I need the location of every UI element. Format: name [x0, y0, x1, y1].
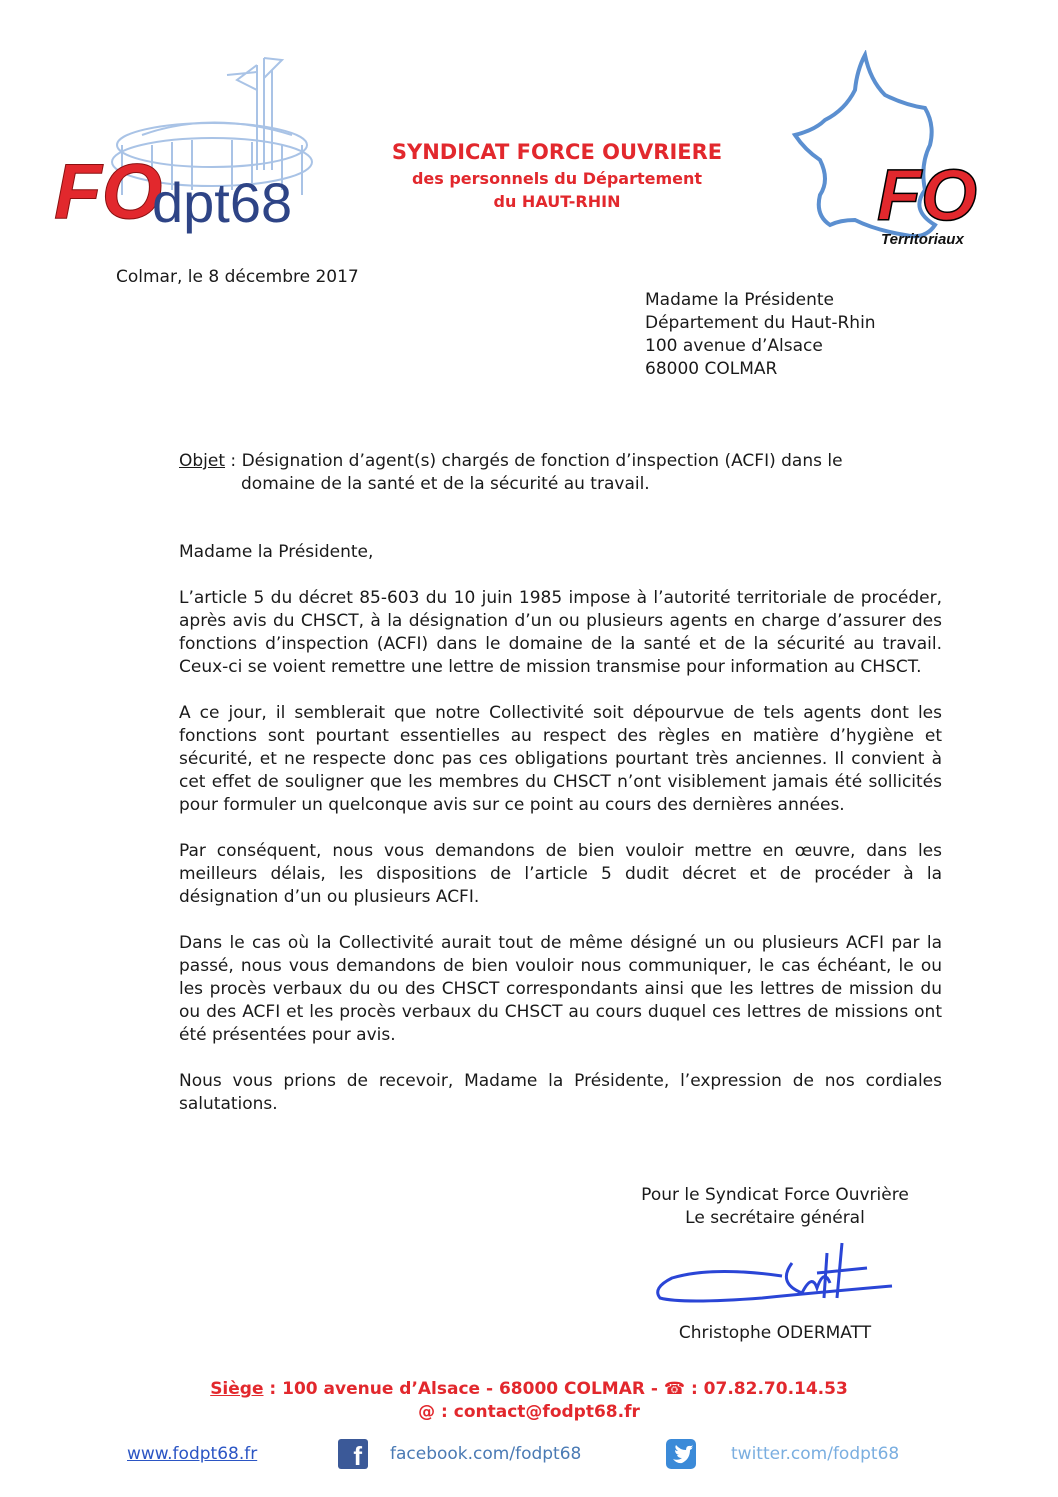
twitter-icon[interactable] — [666, 1439, 696, 1469]
logo-right-fo-text: FO — [877, 156, 977, 236]
union-title: SYNDICAT FORCE OUVRIERE — [391, 140, 723, 164]
subject-line1: Désignation d’agent(s) chargés de fonction d’inspection (ACFI) dans le — [241, 451, 843, 471]
recipient-line: Département du Haut-Rhin — [645, 313, 876, 333]
footer-phone: : 07.82.70.14.53 — [685, 1379, 848, 1399]
logo-territoriaux-text: Territoriaux — [881, 231, 964, 248]
footer-siege-label: Siège — [210, 1379, 264, 1399]
footer-email[interactable]: contact@fodpt68.fr — [453, 1402, 640, 1422]
facebook-link[interactable]: facebook.com/fodpt68 — [390, 1444, 582, 1464]
footer-links — [0, 1437, 1058, 1473]
logo-dpt68-text: dpt68 — [152, 171, 293, 234]
subject-line2: domaine de la santé et de la sécurité au travail. — [241, 474, 650, 494]
subject-label: Objet — [179, 451, 226, 471]
recipient-address — [645, 289, 876, 381]
letter-date: Colmar, le 8 décembre 2017 — [116, 267, 359, 287]
body-paragraph-4: Dans le cas où la Collectivité aurait tout de même désigné un ou plusieurs ACFI par la passé, nous vous demandons de bien vouloir nous communiquer, le cas échéant, le ou les procès verbaux du ou des CHSCT correspondants ainsi que les lettres de mission du ou des ACFI et les procès verbaux du CHSCT au cours duquel ces lettres de missions ont été présentées pour avis. — [179, 933, 942, 1045]
recipient-line: 100 avenue d’Alsace — [645, 336, 823, 356]
signature-line1: Pour le Syndicat Force Ouvrière — [641, 1185, 909, 1205]
phone-icon: ☎ — [663, 1379, 686, 1399]
footer-email-prefix: @ : — [418, 1402, 454, 1422]
salutation: Madame la Présidente, — [179, 542, 374, 562]
letter-body — [179, 541, 942, 1139]
handwritten-signature — [652, 1238, 902, 1310]
logo-fo-text: FO — [54, 147, 163, 235]
fo-territoriaux-logo — [785, 50, 985, 265]
letter-subject — [179, 450, 899, 496]
body-paragraph-5: Nous vous prions de recevoir, Madame la Présidente, l’expression de nos cordiales salutations. — [179, 1071, 942, 1114]
footer-contact — [100, 1378, 958, 1424]
recipient-line: 68000 COLMAR — [645, 359, 778, 379]
fodpt68-logo — [52, 50, 322, 240]
union-subtitle-line1: des personnels du Département — [411, 169, 703, 188]
signer-name: Christophe ODERMATT — [678, 1323, 872, 1343]
footer-address: : 100 avenue d’Alsace - 68000 COLMAR - — [263, 1379, 664, 1399]
website-link[interactable]: www.fodpt68.fr — [127, 1444, 258, 1464]
signature-block — [600, 1184, 950, 1230]
facebook-icon[interactable]: f — [338, 1439, 368, 1469]
twitter-link[interactable]: twitter.com/fodpt68 — [731, 1444, 900, 1464]
subject-separator: : — [225, 451, 242, 471]
body-paragraph-3: Par conséquent, nous vous demandons de bien vouloir mettre en œuvre, dans les meilleurs délais, les dispositions de l’article 5 dudit décret et de procéder à la désignation d’un ou plusieurs ACFI. — [179, 841, 942, 907]
body-paragraph-2: A ce jour, il semblerait que notre Collectivité soit dépourvue de tels agents dont les fonctions sont pourtant essentielles au respect des règles en matière d’hygiène et sécurité, et ne respecte donc pas ces obligations pourtant très anciennes. Il convient à cet effet de souligner que les membres du CHSCT n’ont visiblement jamais été sollicités pour formuler un quelconque avis sur ce point au cours des dernières années. — [179, 703, 942, 815]
recipient-line: Madame la Présidente — [645, 290, 835, 310]
union-subtitle-line2: du HAUT-RHIN — [493, 192, 621, 211]
signature-line2: Le secrétaire général — [685, 1208, 865, 1228]
body-paragraph-1: L’article 5 du décret 85-603 du 10 juin 1985 impose à l’autorité territoriale de procéder, après avis du CHSCT, à la désignation d’un ou plusieurs agents en charge d’assurer des fonctions d’inspection (ACFI) dans le domaine de la santé et de la sécurité au travail. Ceux-ci se voient remettre une lettre de mission transmise pour information au CHSCT. — [179, 588, 942, 677]
